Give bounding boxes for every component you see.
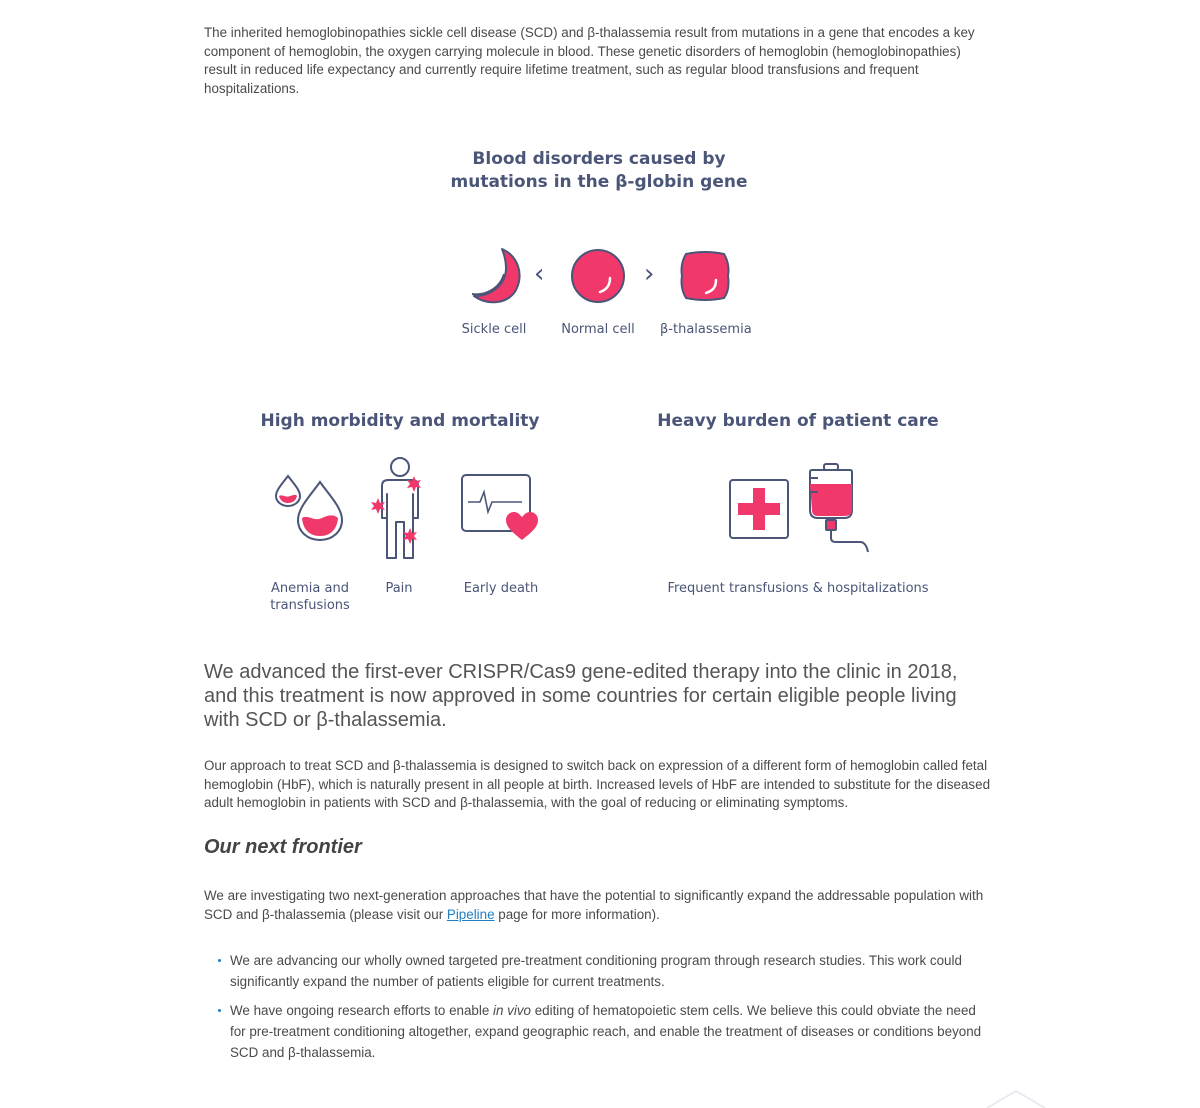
bullet-text-before: We have ongoing research efforts to enable — [230, 1003, 494, 1018]
anemia-label-line2: transfusions — [270, 598, 350, 613]
next-frontier-heading: Our next frontier — [204, 836, 362, 858]
blood-disorders-infographic — [204, 140, 994, 630]
bullet-dot-icon — [218, 959, 221, 962]
infographic-title-line2: mutations in the β-globin gene — [450, 172, 748, 192]
burden-title: Heavy burden of patient care — [657, 411, 939, 431]
frontier-bullet-list — [204, 950, 994, 1071]
sickle-cell-icon — [468, 246, 526, 306]
morbidity-title: High morbidity and mortality — [260, 411, 540, 431]
pipeline-link[interactable]: Pipeline — [446, 906, 495, 922]
bullet-text: We are advancing our wholly owned targeted pre-treatment conditioning program through research studies. This work could significantly expand the number of patients eligible for current treatments. — [230, 953, 962, 989]
thalassemia-cell-icon — [678, 248, 732, 304]
list-item — [204, 1000, 994, 1063]
investigating-text-after: page for more information). — [494, 906, 660, 922]
list-item — [204, 950, 994, 992]
infographic-title-line1: Blood disorders caused by — [472, 149, 726, 169]
approach-paragraph: Our approach to treat SCD and β-thalassemia is designed to switch back on expression of a different form of hemoglobin called fetal hemoglobin (HbF), which is naturally present in all people at birth. Increased levels of HbF are intended to substitute for the diseased adult hemoglobin in patients with SCD and β-thalassemia, with the goal of reducing or eliminating symptoms. — [204, 758, 991, 811]
anemia-label — [260, 580, 360, 614]
bullet-dot-icon — [218, 1009, 221, 1012]
normal-cell-label: Normal cell — [561, 322, 635, 337]
intro-section — [204, 24, 994, 98]
iv-blood-bag-icon — [806, 462, 872, 556]
investigating-paragraph — [204, 887, 994, 924]
normal-cell-icon — [570, 248, 626, 304]
early-death-label: Early death — [463, 581, 539, 596]
right-chevron-icon: › — [644, 259, 655, 289]
infographic-title — [204, 148, 994, 194]
person-pain-icon — [370, 456, 426, 562]
monitor-heart-icon — [460, 472, 544, 542]
intro-paragraph: The inherited hemoglobinopathies sickle cell disease (SCD) and β-thalassemia result from mutations in a gene that encodes a key component of hemoglobin, the oxygen carrying molecule in blood. These genetic disorders of hemoglobin (hemoglobinopathies) result in reduced life expectancy and currently require lifetime treatment, such as regular blood transfusions and frequent hospitalizations. — [204, 25, 975, 96]
burden-label: Frequent transfusions & hospitalizations — [667, 581, 929, 596]
investigating-text-before: We are investigating two next-generation approaches that have the potential to significantly expand the addressable population with SCD and β-thalassemia (please visit our — [204, 888, 984, 922]
decorative-chevron-icon — [985, 1088, 1047, 1108]
sickle-cell-label: Sickle cell — [461, 322, 527, 337]
blood-drops-icon — [274, 472, 346, 544]
bullet-text-italic: in vivo — [493, 1003, 531, 1018]
left-chevron-icon: ‹ — [534, 259, 545, 289]
medical-cross-icon — [728, 478, 790, 540]
anemia-label-line1: Anemia and — [271, 581, 349, 596]
thalassemia-label: β-thalassemia — [660, 322, 752, 337]
pain-label: Pain — [385, 581, 413, 596]
lead-statement: We advanced the first-ever CRISPR/Cas9 gene-edited therapy into the clinic in 2018, and this treatment is now approved in some countries for certain eligible people living with SCD or β-thalassemia. — [204, 661, 958, 731]
bullet-text-after: editing of hematopoietic stem cells. We believe this could obviate the need for pre-treatment conditioning altogether, expand geographic reach, and enable the treatment of diseases or conditions beyond SCD and β-thalassemia. — [230, 1003, 982, 1060]
